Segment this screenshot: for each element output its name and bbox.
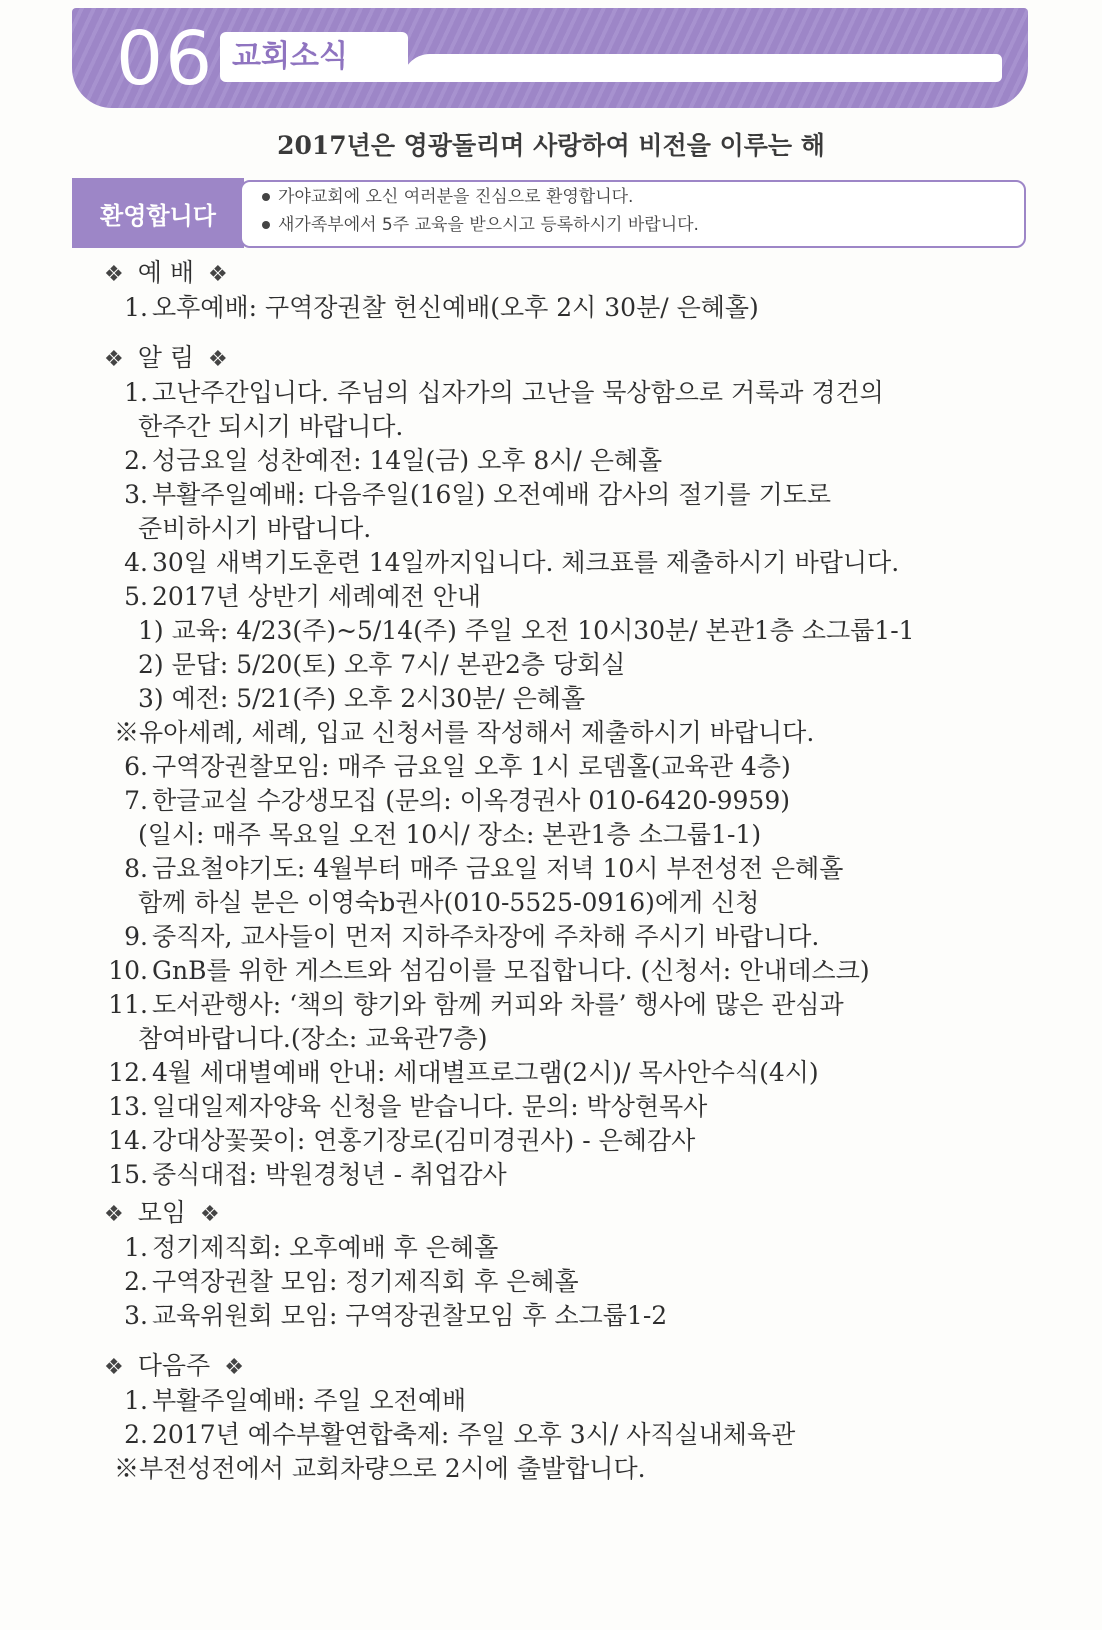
list-item xyxy=(104,648,1004,682)
item-text: 금요철야기도: 4월부터 매주 금요일 저녁 10시 부전성전 은혜홀 xyxy=(152,854,844,883)
item-number: 14. xyxy=(108,1126,148,1155)
section-title-text: 다음주 xyxy=(137,1351,211,1380)
item-text: 한글교실 수강생모집 (문의: 이옥경권사 010-6420-9959) xyxy=(152,786,790,815)
list-item xyxy=(104,682,1004,716)
item-number: 7. xyxy=(124,786,148,815)
item-text: 1) 교육: 4/23(주)~5/14(주) 주일 오전 10시30분/ 본관1층 소그룹1-1 xyxy=(138,616,915,645)
item-text: 부활주일예배: 다음주일(16일) 오전예배 감사의 절기를 기도로 xyxy=(152,480,832,509)
item-text: 준비하시기 바랍니다. xyxy=(138,514,372,543)
list-item xyxy=(104,614,1004,648)
list-item xyxy=(104,1265,1004,1299)
item-text: 강대상꽃꽂이: 연홍기장로(김미경권사) - 은혜감사 xyxy=(152,1126,696,1155)
item-number: 1. xyxy=(124,1386,148,1415)
list-item xyxy=(104,1090,1004,1124)
list-item xyxy=(104,920,1004,954)
item-text: 2017년 상반기 세례예전 안내 xyxy=(152,582,481,611)
diamond-icon: ❖ xyxy=(207,262,228,287)
item-text: GnB를 위한 게스트와 섬김이를 모집합니다. (신청서: 안내데스크) xyxy=(152,956,870,985)
list-item xyxy=(104,410,1004,444)
diamond-icon: ❖ xyxy=(200,1202,220,1227)
item-number: 15. xyxy=(108,1160,148,1189)
item-text: 정기제직회: 오후예배 후 은혜홀 xyxy=(152,1233,499,1262)
diamond-icon: ❖ xyxy=(104,1355,124,1380)
item-text: ※유아세례, 세례, 입교 신청서를 작성해서 제출하시기 바랍니다. xyxy=(114,718,815,747)
item-number: 5. xyxy=(124,582,148,611)
item-number: 3. xyxy=(124,480,148,509)
diamond-icon: ❖ xyxy=(104,1202,124,1227)
item-number: 10. xyxy=(108,956,148,985)
list-item xyxy=(104,852,1004,886)
item-text: 일대일제자양육 신청을 받습니다. 문의: 박상현목사 xyxy=(152,1092,708,1121)
item-number: 6. xyxy=(124,752,148,781)
announcement-sections xyxy=(104,254,1004,1486)
welcome-box xyxy=(72,178,1026,248)
item-text: 교육위원회 모임: 구역장권찰모임 후 소그룹1-2 xyxy=(152,1301,668,1330)
item-text: 구역장권찰모임: 매주 금요일 오후 1시 로뎀홀(교육관 4층) xyxy=(152,752,791,781)
item-text: 2017년 예수부활연합축제: 주일 오후 3시/ 사직실내체육관 xyxy=(152,1420,796,1449)
item-number: 12. xyxy=(108,1058,148,1087)
list-item xyxy=(104,750,1004,784)
diamond-icon: ❖ xyxy=(224,1355,244,1380)
item-text: 함께 하실 분은 이영숙b권사(010-5525-0916)에게 신청 xyxy=(138,888,760,917)
list-item xyxy=(104,1299,1004,1333)
item-text: 30일 새벽기도훈련 14일까지입니다. 체크표를 제출하시기 바랍니다. xyxy=(152,548,900,577)
item-text: 성금요일 성찬예전: 14일(금) 오후 8시/ 은혜홀 xyxy=(152,446,663,475)
item-number: 2. xyxy=(124,446,148,475)
item-number: 2. xyxy=(124,1420,148,1449)
section-number: 06 xyxy=(116,16,215,102)
section-title-text: 알 림 xyxy=(137,343,194,372)
item-text: 참여바랍니다.(장소: 교육관7층) xyxy=(138,1024,488,1053)
item-number: 4. xyxy=(124,548,148,577)
section-heading-next-week xyxy=(104,1347,1004,1384)
item-number: 3. xyxy=(124,1301,148,1330)
item-text: 한주간 되시기 바랍니다. xyxy=(138,412,404,441)
bullet-icon xyxy=(262,193,270,201)
list-item xyxy=(104,1384,1004,1418)
section-title-text: 모임 xyxy=(137,1198,187,1227)
list-item xyxy=(104,1022,1004,1056)
item-text: 도서관행사: ‘책의 향기와 함께 커피와 차를’ 행사에 많은 관심과 xyxy=(152,990,844,1019)
item-number: 1. xyxy=(124,1233,148,1262)
list-item xyxy=(104,580,1004,614)
welcome-line-text: 가야교회에 오신 여러분을 진심으로 환영합니다. xyxy=(278,187,634,207)
section-title-text: 예 배 xyxy=(137,258,194,287)
list-item xyxy=(104,376,1004,410)
title-tab-extension xyxy=(402,54,1002,82)
welcome-line xyxy=(262,210,699,235)
list-item xyxy=(104,988,1004,1022)
section-banner xyxy=(72,8,1028,108)
item-text: (일시: 매주 목요일 오전 10시/ 장소: 본관1층 소그룹1-1) xyxy=(138,820,762,849)
item-number: 1. xyxy=(124,378,148,407)
list-item xyxy=(104,818,1004,852)
item-text: 2) 문답: 5/20(토) 오후 7시/ 본관2층 당회실 xyxy=(138,650,626,679)
list-item xyxy=(104,444,1004,478)
item-number: 11. xyxy=(108,990,148,1019)
item-number: 2. xyxy=(124,1267,148,1296)
list-item xyxy=(104,716,1004,750)
diamond-icon: ❖ xyxy=(207,347,228,372)
item-number: 8. xyxy=(124,854,148,883)
list-item xyxy=(104,1231,1004,1265)
item-number: 9. xyxy=(124,922,148,951)
list-item xyxy=(104,512,1004,546)
item-text: 오후예배: 구역장권찰 헌신예배(오후 2시 30분/ 은혜홀) xyxy=(152,293,759,322)
welcome-label: 환영합니다 xyxy=(72,178,244,248)
welcome-line xyxy=(262,182,633,207)
list-item xyxy=(104,1124,1004,1158)
item-text: 3) 예전: 5/21(주) 오후 2시30분/ 은혜홀 xyxy=(138,684,586,713)
diamond-icon: ❖ xyxy=(104,347,124,372)
list-item xyxy=(104,1056,1004,1090)
item-text: 고난주간입니다. 주님의 십자가의 고난을 묵상함으로 거룩과 경건의 xyxy=(152,378,884,407)
item-text: 4월 세대별예배 안내: 세대별프로그램(2시)/ 목사안수식(4시) xyxy=(152,1058,819,1087)
item-text: 부활주일예배: 주일 오전예배 xyxy=(152,1386,467,1415)
list-item xyxy=(104,1452,1004,1486)
list-item xyxy=(104,546,1004,580)
diamond-icon: ❖ xyxy=(104,262,124,287)
item-number: 13. xyxy=(108,1092,148,1121)
list-item xyxy=(104,784,1004,818)
yearly-motto: 2017년은 영광돌리며 사랑하여 비전을 이루는 해 xyxy=(277,131,825,160)
item-text: ※부전성전에서 교회차량으로 2시에 출발합니다. xyxy=(114,1454,646,1483)
item-number: 1. xyxy=(124,293,148,322)
section-title: 교회소식 xyxy=(232,39,348,74)
list-item xyxy=(104,1418,1004,1452)
list-item xyxy=(104,478,1004,512)
welcome-line-text: 새가족부에서 5주 교육을 받으시고 등록하시기 바랍니다. xyxy=(278,215,699,235)
bullet-icon xyxy=(262,221,270,229)
list-item xyxy=(104,886,1004,920)
item-text: 중직자, 교사들이 먼저 지하주차장에 주차해 주시기 바랍니다. xyxy=(152,922,820,951)
item-text: 중식대접: 박원경청년 - 취업감사 xyxy=(152,1160,507,1189)
list-item xyxy=(104,954,1004,988)
item-text: 구역장권찰 모임: 정기제직회 후 은혜홀 xyxy=(152,1267,579,1296)
section-heading-worship xyxy=(104,254,1004,291)
section-heading-notice xyxy=(104,339,1004,376)
list-item xyxy=(104,291,1004,325)
list-item xyxy=(104,1158,1004,1192)
announcement-body xyxy=(104,252,1004,1486)
section-heading-meeting xyxy=(104,1194,1004,1231)
